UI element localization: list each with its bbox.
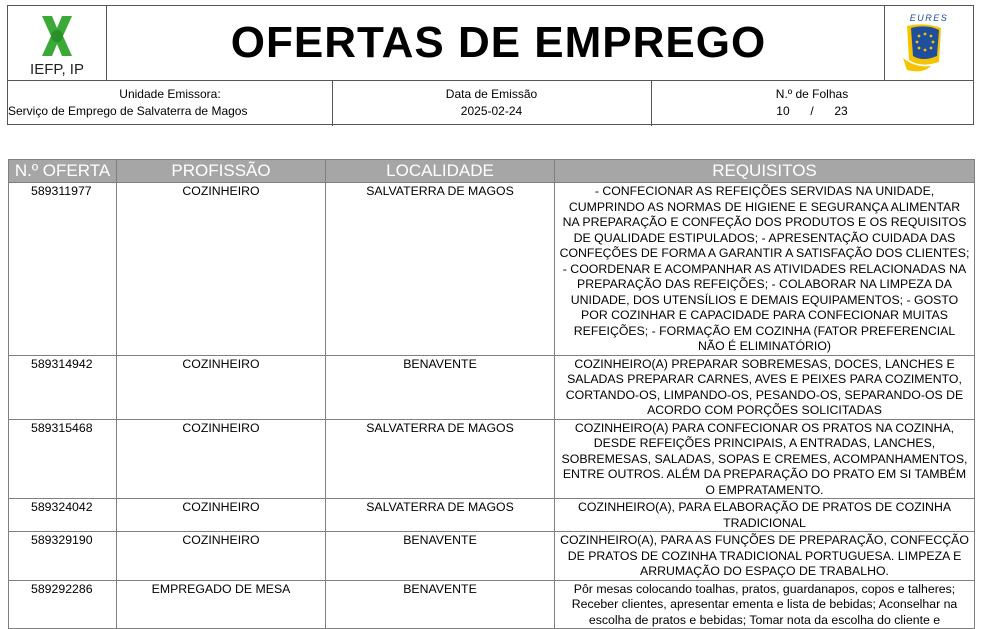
offers-table <box>8 159 975 629</box>
cell-requisitos: COZINHEIRO(A), PARA AS FUNÇÕES DE PREPARAÇÃO, CONFECÇÃO DE PRATOS DE COZINHA TRADICIONAL PORTUGUESA. LIMPEZA E ARRUMAÇÃO DO ESPAÇO DE TRABALHO. <box>555 532 975 581</box>
cell-profissao: EMPREGADO DE MESA <box>117 580 326 629</box>
cell-oferta: 589329190 <box>9 532 117 581</box>
table-header-row <box>9 160 975 183</box>
col-header-localidade: LOCALIDADE <box>326 160 555 183</box>
table-row <box>9 499 975 532</box>
folhas-total: 23 <box>834 104 848 118</box>
cell-oferta: 589314942 <box>9 355 117 419</box>
unidade-emissora <box>8 81 333 126</box>
cell-requisitos: COZINHEIRO(A) PREPARAR SOBREMESAS, DOCES, LANCHES E SALADAS PREPARAR CARNES, AVES E PEIXES PARA COZIMENTO, CORTANDO-OS, LIMPANDO-OS, PESANDO-OS, SEPARANDO-OS DE ACORDO COM PORÇÕES SOLICITADAS <box>555 355 975 419</box>
cell-localidade: SALVATERRA DE MAGOS <box>326 499 555 532</box>
cell-profissao: COZINHEIRO <box>117 419 326 499</box>
unidade-value: Serviço de Emprego de Salvaterra de Magos <box>8 104 248 118</box>
data-emissao <box>332 81 652 126</box>
cell-localidade: SALVATERRA DE MAGOS <box>326 419 555 499</box>
eures-text: EURES <box>909 13 949 23</box>
col-header-requisitos: REQUISITOS <box>555 160 975 183</box>
logo-text: IEFP, IP <box>30 61 84 78</box>
cell-localidade: SALVATERRA DE MAGOS <box>326 183 555 356</box>
cell-profissao: COZINHEIRO <box>117 183 326 356</box>
page-title: OFERTAS DE EMPREGO <box>230 18 767 67</box>
folhas-value <box>651 104 973 118</box>
cell-profissao: COZINHEIRO <box>117 355 326 419</box>
col-header-profissao: PROFISSÃO <box>117 160 326 183</box>
table-row <box>9 183 975 356</box>
document-header <box>7 5 974 125</box>
unidade-label: Unidade Emissora: <box>119 87 221 101</box>
cell-localidade: BENAVENTE <box>326 580 555 629</box>
table-row <box>9 419 975 499</box>
cell-oferta: 589324042 <box>9 499 117 532</box>
cell-requisitos: - CONFECIONAR AS REFEIÇÕES SERVIDAS NA UNIDADE, CUMPRINDO AS NORMAS DE HIGIENE E SEGURANÇA ALIMENTAR NA PREPARAÇÃO E CONFEÇÃO DOS PRODUTOS E OS REQUISITOS DE QUALIDADE ESTIPULADOS; - APRESENTAÇÃO CUIDADA DAS CONFEÇÕES DE FORMA A GARANTIR A SATISFAÇÃO DOS CLIENTES; - COORDENAR E ACOMPANHAR AS ATIVIDADES RELACIONADAS NA PREPARAÇÃO DAS REFEIÇÕES; - COLABORAR NA LIMPEZA DA UNIDADE, DOS UTENSÍLIOS E DEMAIS EQUIPAMENTOS; - GOSTO POR COZINHAR E CAPACIDADE PARA CONFECIONAR MUITAS REFEIÇÕES; - FORMAÇÃO EM COZINHA (FATOR PREFERENCIAL NÃO É ELIMINATÓRIO) <box>555 183 975 356</box>
table-row <box>9 532 975 581</box>
col-header-oferta: N.º OFERTA <box>9 160 117 183</box>
table-row <box>9 580 975 629</box>
folhas-label: N.º de Folhas <box>775 87 849 101</box>
cell-localidade: BENAVENTE <box>326 532 555 581</box>
cell-localidade: BENAVENTE <box>326 355 555 419</box>
eures-logo-icon <box>885 6 973 80</box>
cell-requisitos: Pôr mesas colocando toalhas, pratos, guardanapos, copos e talheres; Receber clientes, apresentar ementa e lista de bebidas; Aconselhar na escolha de pratos e bebidas; Tomar nota da escolha do cliente e <box>555 580 975 629</box>
cell-requisitos: COZINHEIRO(A) PARA CONFECIONAR OS PRATOS NA COZINHA, DESDE REFEIÇÕES PRINCIPAIS, A ENTRADAS, LANCHES, SOBREMESAS, SALADAS, SOPAS E CREMES, ACOMPANHAMENTOS, ENTRE OUTROS. ALÉM DA PREPARAÇÃO DO PRATO EM SI TAMBÉM O EMPRATAMENTO. <box>555 419 975 499</box>
meta-row <box>8 80 973 126</box>
cell-profissao: COZINHEIRO <box>117 532 326 581</box>
cell-requisitos: COZINHEIRO(A), PARA ELABORAÇÃO DE PRATOS DE COZINHA TRADICIONAL <box>555 499 975 532</box>
iefp-logo <box>8 6 107 80</box>
cell-oferta: 589315468 <box>9 419 117 499</box>
table-row <box>9 355 975 419</box>
data-label: Data de Emissão <box>445 87 538 101</box>
cell-profissao: COZINHEIRO <box>117 499 326 532</box>
folhas-current: 10 <box>776 104 790 118</box>
iefp-logo-icon <box>8 6 106 80</box>
cell-oferta: 589292286 <box>9 580 117 629</box>
numero-folhas <box>651 81 973 126</box>
eures-logo <box>884 6 973 80</box>
data-value: 2025-02-24 <box>460 104 523 118</box>
cell-oferta: 589311977 <box>9 183 117 356</box>
folhas-sep: / <box>810 104 814 118</box>
